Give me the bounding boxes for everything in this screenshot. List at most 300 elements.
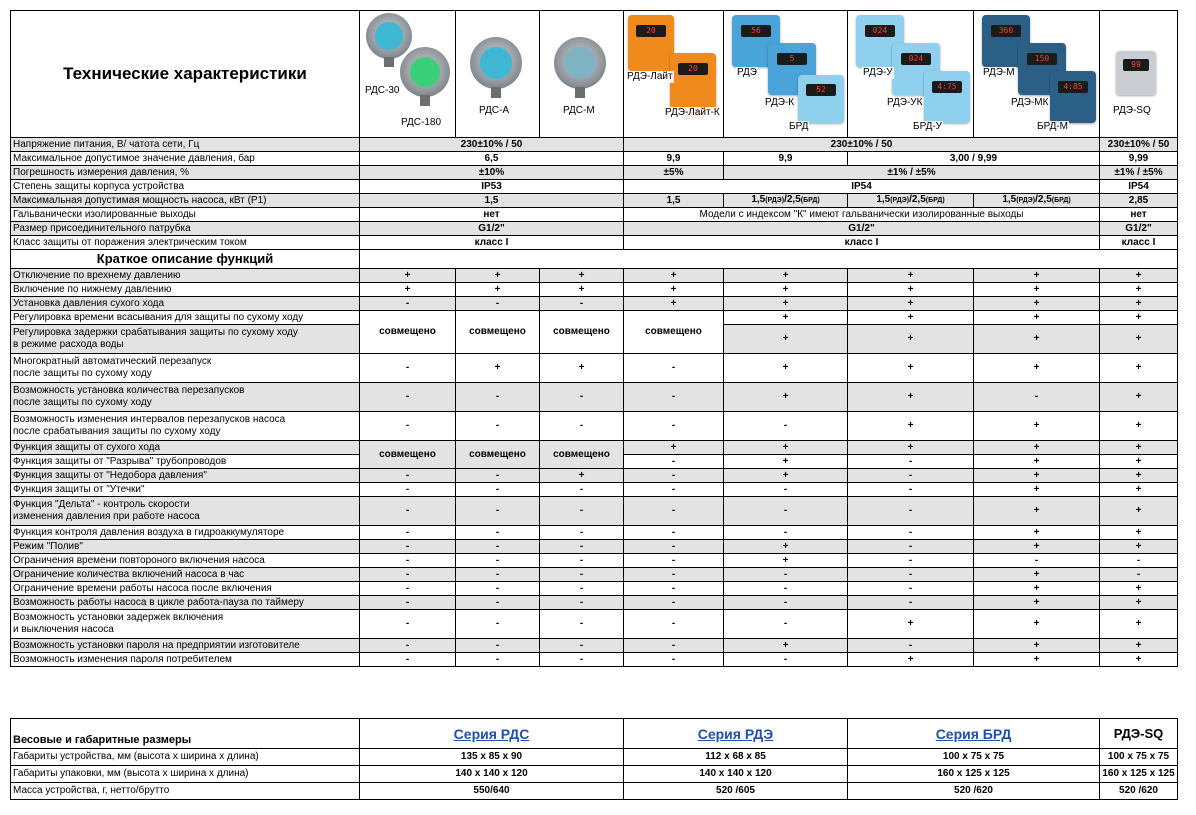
function-row xyxy=(11,554,1178,568)
spec-value: 1,5 xyxy=(624,194,724,208)
function-cell: - xyxy=(624,596,724,610)
dimension-row xyxy=(11,783,1178,800)
function-cell: + xyxy=(624,441,724,455)
spec-row xyxy=(11,166,1178,180)
function-cell: - xyxy=(540,596,624,610)
function-cell: + xyxy=(1100,497,1178,526)
caption-rde-sq: РДЭ-SQ xyxy=(1113,105,1151,116)
function-cell: + xyxy=(724,441,848,455)
function-cell: + xyxy=(1100,469,1178,483)
function-label: Функция "Дельта" - контроль скорости изменения давления при работе насоса xyxy=(11,497,360,526)
dimension-value: 160 х 125 х 125 xyxy=(848,766,1100,783)
function-cell: + xyxy=(848,311,974,325)
function-cell: + xyxy=(848,283,974,297)
function-cell: - xyxy=(456,483,540,497)
function-cell: - xyxy=(360,568,456,582)
function-cell: - xyxy=(974,383,1100,412)
function-cell: + xyxy=(1100,269,1178,283)
function-cell: - xyxy=(540,526,624,540)
function-cell: + xyxy=(724,283,848,297)
function-cell: + xyxy=(974,325,1100,354)
function-cell: - xyxy=(624,639,724,653)
function-label: Отключение по врехнему давлению xyxy=(11,269,360,283)
function-label: Возможность работы насоса в цикле работа-пауза по таймеру xyxy=(11,596,360,610)
combined-cell: совмещено xyxy=(540,311,624,354)
function-label: Ограничение времени работы насоса после включения xyxy=(11,582,360,596)
function-cell: - xyxy=(540,483,624,497)
function-row xyxy=(11,653,1178,667)
spec-value: Модели с индексом "К" имеют гальванически изолированные выходы xyxy=(624,208,1100,222)
caption-rde-mk: РДЭ-МК xyxy=(1011,97,1049,108)
spec-value: 230±10% / 50 xyxy=(1100,138,1178,152)
spec-value: G1/2" xyxy=(624,222,1100,236)
series-link-brd[interactable]: Серия БРД xyxy=(848,719,1100,749)
function-label: Функция защиты от сухого хода xyxy=(11,441,360,455)
function-cell: - xyxy=(360,540,456,554)
function-cell: + xyxy=(848,297,974,311)
function-cell: + xyxy=(974,568,1100,582)
spec-value: 230±10% / 50 xyxy=(624,138,1100,152)
function-cell: - xyxy=(624,497,724,526)
dimension-label: Габариты устройства, мм (высота х ширина х длина) xyxy=(11,749,360,766)
function-cell: - xyxy=(540,297,624,311)
function-cell: - xyxy=(724,483,848,497)
display-screen: 024 xyxy=(901,53,931,65)
function-cell: - xyxy=(456,554,540,568)
display-screen: 360 xyxy=(991,25,1021,37)
dimension-value: 550/640 xyxy=(360,783,624,800)
function-cell: + xyxy=(360,283,456,297)
display-screen: 99 xyxy=(1123,59,1149,71)
function-cell: - xyxy=(456,469,540,483)
function-cell: + xyxy=(360,269,456,283)
function-row xyxy=(11,412,1178,441)
function-cell: + xyxy=(1100,383,1178,412)
function-cell: + xyxy=(1100,412,1178,441)
function-cell: + xyxy=(1100,311,1178,325)
function-cell: - xyxy=(360,596,456,610)
function-cell: - xyxy=(360,610,456,639)
spec-label: Погрешность измерения давления, % xyxy=(11,166,360,180)
spec-value: 9,9 xyxy=(724,152,848,166)
function-cell: + xyxy=(974,497,1100,526)
spec-value: 1,5(РДЭ)/2,5(БРД) xyxy=(848,194,974,208)
spec-value: 9,9 xyxy=(624,152,724,166)
display-screen: 5 xyxy=(777,53,807,65)
spec-value: 1,5(РДЭ)/2,5(БРД) xyxy=(974,194,1100,208)
device-icon xyxy=(1050,71,1096,123)
function-cell: + xyxy=(624,283,724,297)
function-cell: - xyxy=(848,582,974,596)
function-cell: - xyxy=(540,383,624,412)
dimension-row xyxy=(11,766,1178,783)
caption-rde-lite-k: РДЭ-Лайт-К xyxy=(665,107,720,118)
function-row xyxy=(11,383,1178,412)
function-cell: + xyxy=(540,283,624,297)
function-cell: + xyxy=(848,269,974,283)
function-cell: + xyxy=(1100,610,1178,639)
function-cell: - xyxy=(456,582,540,596)
function-label: Регулировка времени всасывания для защиты по сухому ходу xyxy=(11,311,360,325)
function-cell: - xyxy=(360,412,456,441)
function-label: Многократный автоматический перезапуск после защиты по сухому ходу xyxy=(11,354,360,383)
function-cell: + xyxy=(540,469,624,483)
function-cell: - xyxy=(456,610,540,639)
function-cell: - xyxy=(540,412,624,441)
function-cell: - xyxy=(456,297,540,311)
spec-value: класс I xyxy=(360,236,624,250)
product-image-rds-m xyxy=(540,11,624,138)
function-cell: - xyxy=(624,540,724,554)
dimension-label: Габариты упаковки, мм (высота х ширина х длина) xyxy=(11,766,360,783)
function-cell: + xyxy=(974,297,1100,311)
function-cell: - xyxy=(540,568,624,582)
function-label: Возможность установка количества перезапусков после защиты по сухому ходу xyxy=(11,383,360,412)
function-cell: + xyxy=(724,311,848,325)
function-cell: + xyxy=(848,325,974,354)
function-cell: - xyxy=(724,653,848,667)
function-cell: - xyxy=(624,354,724,383)
function-row xyxy=(11,610,1178,639)
function-cell: + xyxy=(848,653,974,667)
device-icon xyxy=(628,15,674,71)
function-cell: + xyxy=(1100,540,1178,554)
function-cell: + xyxy=(1100,653,1178,667)
spec-label: Размер присоединительного патрубка xyxy=(11,222,360,236)
dimensions-table xyxy=(10,718,1178,800)
caption-rde-uk: РДЭ-УК xyxy=(887,97,923,108)
function-cell: - xyxy=(624,526,724,540)
caption-rds30: РДС-30 xyxy=(365,85,400,96)
combined-cell: совмещено xyxy=(456,441,540,469)
function-cell: + xyxy=(724,325,848,354)
function-cell: + xyxy=(724,554,848,568)
function-cell: - xyxy=(848,540,974,554)
function-cell: + xyxy=(456,354,540,383)
function-cell: - xyxy=(540,554,624,568)
spec-value: 6,5 xyxy=(360,152,624,166)
display-screen: 20 xyxy=(636,25,666,37)
caption-rds-m: РДС-М xyxy=(563,105,595,116)
function-cell: + xyxy=(456,283,540,297)
function-label: Возможность изменения интервалов перезапусков насоса после срабатывания защиты по сухому ходу xyxy=(11,412,360,441)
function-row xyxy=(11,354,1178,383)
function-row xyxy=(11,469,1178,483)
spec-value: IP53 xyxy=(360,180,624,194)
function-cell: + xyxy=(974,412,1100,441)
caption-rde-m: РДЭ-М xyxy=(983,67,1015,78)
dimensions-title: Весовые и габаритные размеры xyxy=(11,719,360,749)
function-cell: - xyxy=(724,596,848,610)
function-cell: + xyxy=(974,469,1100,483)
function-cell: + xyxy=(848,383,974,412)
function-cell: + xyxy=(848,354,974,383)
function-cell: + xyxy=(974,610,1100,639)
function-label: Возможность установки задержек включения и выключения насоса xyxy=(11,610,360,639)
function-cell: - xyxy=(1100,568,1178,582)
gauge-icon xyxy=(470,37,522,89)
function-cell: + xyxy=(724,354,848,383)
product-image-rds-a xyxy=(456,11,540,138)
function-cell: + xyxy=(724,383,848,412)
display-screen: 52 xyxy=(806,84,836,96)
spec-value: 1,5 xyxy=(360,194,624,208)
function-cell: - xyxy=(360,582,456,596)
function-cell: - xyxy=(360,639,456,653)
dimension-value: 100 х 75 х 75 xyxy=(1100,749,1178,766)
function-cell: - xyxy=(360,383,456,412)
spec-label: Класс защиты от поражения электрическим током xyxy=(11,236,360,250)
dimension-value: 140 х 140 х 120 xyxy=(360,766,624,783)
function-cell: + xyxy=(974,596,1100,610)
series-title-rde-sq: РДЭ-SQ xyxy=(1100,719,1178,749)
spec-value: IP54 xyxy=(624,180,1100,194)
device-icon xyxy=(1116,51,1156,95)
caption-brd: БРД xyxy=(789,121,809,132)
function-cell: + xyxy=(974,269,1100,283)
function-row xyxy=(11,568,1178,582)
function-cell: - xyxy=(456,412,540,441)
dimension-value: 140 х 140 х 120 xyxy=(624,766,848,783)
spec-value: класс I xyxy=(624,236,1100,250)
product-image-rde xyxy=(724,11,848,138)
function-cell: - xyxy=(360,497,456,526)
product-image-rde-lite xyxy=(624,11,724,138)
function-cell: + xyxy=(974,483,1100,497)
caption-brd-m: БРД-М xyxy=(1037,121,1068,132)
combined-cell: совмещено xyxy=(360,311,456,354)
function-cell: - xyxy=(456,639,540,653)
function-row xyxy=(11,297,1178,311)
display-screen: 20 xyxy=(678,63,708,75)
function-cell: + xyxy=(848,412,974,441)
spec-label: Максимальная допустимая мощность насоса, кВт (Р1) xyxy=(11,194,360,208)
dimension-value: 112 х 68 х 85 xyxy=(624,749,848,766)
function-cell: - xyxy=(624,483,724,497)
display-screen: 024 xyxy=(865,25,895,37)
spec-value: IP54 xyxy=(1100,180,1178,194)
function-cell: - xyxy=(540,639,624,653)
function-cell: - xyxy=(848,455,974,469)
function-cell: - xyxy=(624,568,724,582)
function-cell: + xyxy=(974,455,1100,469)
function-row xyxy=(11,540,1178,554)
function-label: Режим "Полив" xyxy=(11,540,360,554)
combined-cell: совмещено xyxy=(624,311,724,354)
function-cell: - xyxy=(456,540,540,554)
function-cell: + xyxy=(1100,526,1178,540)
function-cell: - xyxy=(624,582,724,596)
function-label: Включение по нижнему давлению xyxy=(11,283,360,297)
function-cell: - xyxy=(360,554,456,568)
display-screen: 4:85 xyxy=(1058,81,1088,93)
function-cell: + xyxy=(724,269,848,283)
function-cell: - xyxy=(724,568,848,582)
function-cell: - xyxy=(848,568,974,582)
function-label: Возможность установки пароля на предприятии изготовителе xyxy=(11,639,360,653)
spec-label: Напряжение питания, В/ чатота сети, Гц xyxy=(11,138,360,152)
function-cell: - xyxy=(456,568,540,582)
combined-cell: совмещено xyxy=(540,441,624,469)
display-screen: 4:75 xyxy=(932,81,962,93)
function-cell: - xyxy=(540,540,624,554)
function-row xyxy=(11,526,1178,540)
dimension-value: 520 /605 xyxy=(624,783,848,800)
caption-rde: РДЭ xyxy=(737,67,757,78)
dimension-row xyxy=(11,749,1178,766)
function-cell: + xyxy=(1100,354,1178,383)
function-cell: + xyxy=(1100,441,1178,455)
function-cell: + xyxy=(1100,455,1178,469)
function-row xyxy=(11,639,1178,653)
function-cell: + xyxy=(1100,582,1178,596)
series-link-rde[interactable]: Серия РДЭ xyxy=(624,719,848,749)
function-cell: - xyxy=(540,582,624,596)
spec-label: Максимальное допустимое значение давления, бар xyxy=(11,152,360,166)
functions-section-row xyxy=(11,250,1178,269)
function-cell: + xyxy=(974,639,1100,653)
function-cell: + xyxy=(848,441,974,455)
combined-cell: совмещено xyxy=(456,311,540,354)
spec-value: класс I xyxy=(1100,236,1178,250)
function-cell: + xyxy=(724,639,848,653)
function-label: Функция контроля давления воздуха в гидроаккумуляторе xyxy=(11,526,360,540)
function-cell: - xyxy=(360,526,456,540)
function-cell: - xyxy=(624,469,724,483)
function-cell: - xyxy=(724,582,848,596)
spec-label: Гальванически изолированные выходы xyxy=(11,208,360,222)
function-row xyxy=(11,596,1178,610)
combined-cell: совмещено xyxy=(360,441,456,469)
device-icon xyxy=(798,75,844,123)
dimension-value: 520 /620 xyxy=(848,783,1100,800)
function-row xyxy=(11,283,1178,297)
spec-row xyxy=(11,180,1178,194)
product-image-rde-m xyxy=(974,11,1100,138)
caption-rde-k: РДЭ-К xyxy=(765,97,795,108)
function-cell: - xyxy=(724,412,848,441)
caption-rds180: РДС-180 xyxy=(401,117,442,128)
spec-row xyxy=(11,208,1178,222)
function-cell: - xyxy=(360,297,456,311)
dimension-value: 135 х 85 х 90 xyxy=(360,749,624,766)
function-label: Установка давления сухого хода xyxy=(11,297,360,311)
spec-value: 2,85 xyxy=(1100,194,1178,208)
dimension-value: 160 х 125 х 125 xyxy=(1100,766,1178,783)
function-cell: + xyxy=(974,653,1100,667)
function-cell: + xyxy=(624,269,724,283)
spec-value: нет xyxy=(360,208,624,222)
function-cell: + xyxy=(724,455,848,469)
function-label: Возможность изменения пароля потребителем xyxy=(11,653,360,667)
display-screen: 150 xyxy=(1027,53,1057,65)
spec-value: G1/2" xyxy=(1100,222,1178,236)
spec-value: 230±10% / 50 xyxy=(360,138,624,152)
function-cell: - xyxy=(624,554,724,568)
function-cell: - xyxy=(540,653,624,667)
gauge-icon xyxy=(554,37,606,89)
caption-rde-u: РДЭ-У xyxy=(863,67,893,78)
function-cell: + xyxy=(1100,639,1178,653)
function-cell: + xyxy=(974,526,1100,540)
caption-rde-lite: РДЭ-Лайт xyxy=(627,71,673,82)
function-cell: - xyxy=(456,497,540,526)
functions-title: Краткое описание функций xyxy=(11,250,360,269)
page-title: Технические характеристики xyxy=(11,11,360,138)
product-image-rde-u xyxy=(848,11,974,138)
function-cell: - xyxy=(848,596,974,610)
dimension-label: Масса устройства, г, нетто/брутто xyxy=(11,783,360,800)
function-cell: + xyxy=(624,297,724,311)
spec-row xyxy=(11,194,1178,208)
function-cell: + xyxy=(540,269,624,283)
function-cell: - xyxy=(456,383,540,412)
function-cell: + xyxy=(974,283,1100,297)
function-cell: + xyxy=(724,297,848,311)
gauge-icon xyxy=(366,13,412,59)
function-cell: - xyxy=(848,483,974,497)
caption-rds-a: РДС-А xyxy=(479,105,509,116)
spec-value: 1,5(РДЭ)/2,5(БРД) xyxy=(724,194,848,208)
function-cell: + xyxy=(1100,483,1178,497)
function-cell: - xyxy=(624,653,724,667)
spec-row xyxy=(11,138,1178,152)
function-cell: - xyxy=(848,526,974,540)
function-cell: + xyxy=(974,441,1100,455)
series-link-rds[interactable]: Серия РДС xyxy=(360,719,624,749)
function-cell: - xyxy=(624,610,724,639)
spec-label: Степень защиты корпуса устройства xyxy=(11,180,360,194)
device-icon xyxy=(670,53,716,109)
spec-value: ±1% / ±5% xyxy=(724,166,1100,180)
function-cell: - xyxy=(848,469,974,483)
dimension-value: 100 х 75 х 75 xyxy=(848,749,1100,766)
function-cell: - xyxy=(848,554,974,568)
function-cell: + xyxy=(1100,283,1178,297)
spec-value: ±10% xyxy=(360,166,624,180)
spec-value: ±1% / ±5% xyxy=(1100,166,1178,180)
display-screen: 56 xyxy=(741,25,771,37)
dimension-value: 520 /620 xyxy=(1100,783,1178,800)
function-cell: + xyxy=(540,354,624,383)
function-cell: - xyxy=(724,610,848,639)
spec-value: 3,00 / 9,99 xyxy=(848,152,1100,166)
function-cell: - xyxy=(624,455,724,469)
function-label: Функция защиты от "Недобора давления" xyxy=(11,469,360,483)
spec-value: G1/2" xyxy=(360,222,624,236)
spec-value: нет xyxy=(1100,208,1178,222)
function-cell: + xyxy=(848,610,974,639)
spec-row xyxy=(11,152,1178,166)
function-cell: + xyxy=(1100,325,1178,354)
caption-brd-u: БРД-У xyxy=(913,121,943,132)
function-cell: - xyxy=(1100,554,1178,568)
product-image-rds30-rds180 xyxy=(360,11,456,138)
function-cell: - xyxy=(456,596,540,610)
function-cell: - xyxy=(848,639,974,653)
function-label: Функция защиты от "Утечки" xyxy=(11,483,360,497)
function-cell: - xyxy=(624,412,724,441)
function-cell: - xyxy=(724,497,848,526)
function-cell: + xyxy=(974,354,1100,383)
function-cell: - xyxy=(360,653,456,667)
function-cell: - xyxy=(456,653,540,667)
function-cell: + xyxy=(974,311,1100,325)
spec-value: ±5% xyxy=(624,166,724,180)
function-cell: + xyxy=(974,540,1100,554)
function-cell: - xyxy=(848,497,974,526)
function-row xyxy=(11,269,1178,283)
